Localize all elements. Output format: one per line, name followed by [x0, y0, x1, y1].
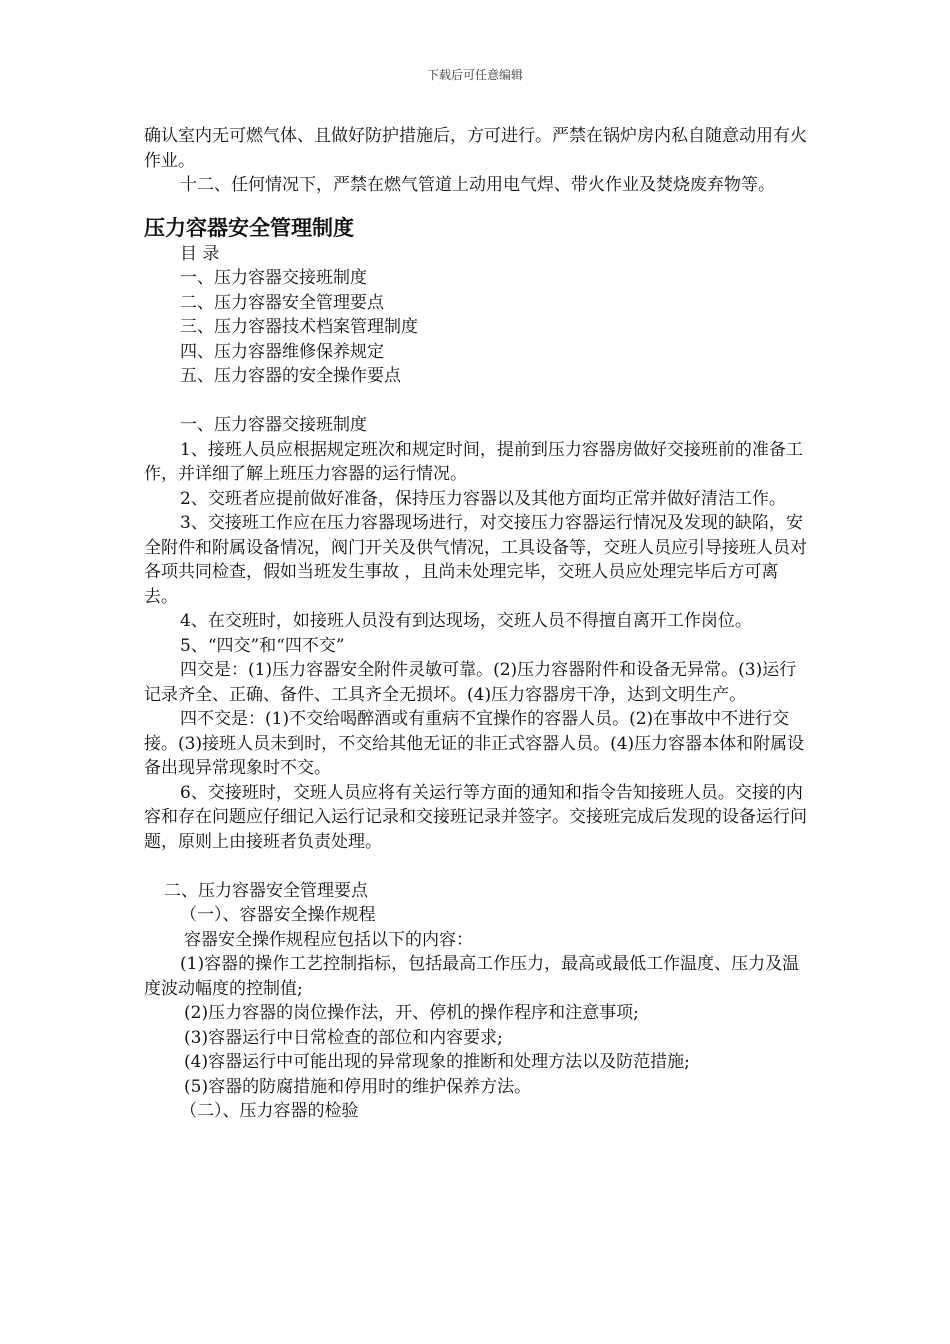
section2-list-item: (4)容器运行中可能出现的异常现象的推断和处理方法以及防范措施; — [184, 1052, 690, 1072]
section1-paragraph: 四不交是：(1)不交给喝醉酒或有重病不宜操作的容器人员。(2)在事故中不进行交接。(3)接班人员未到时，不交给其他无证的非正式容器人员。(4)压力容器本体和附属设备出现异常现象时不交。 — [144, 709, 805, 778]
section2-list-item: (2)压力容器的岗位操作法，开、停机的操作程序和注意事项; — [184, 1003, 639, 1023]
intro-paragraph-1: 确认室内无可燃气体、且做好防护措施后，方可进行。严禁在锅炉房内私自随意动用有火作业。 — [144, 126, 807, 171]
toc-item: 四、压力容器维修保养规定 — [180, 341, 384, 362]
section2-list-item: (5)容器的防腐措施和停用时的维护保养方法。 — [184, 1076, 532, 1097]
section2-heading: 二、压力容器安全管理要点 — [164, 880, 368, 901]
page-header: 下载后可任意编辑 — [426, 68, 523, 82]
section1-paragraph: 6、交接班时，交班人员应将有关运行等方面的通知和指令告知接班人员。交接的内容和存在问题应仔细记入运行记录和交接班记录并签字。交接班完成后发现的设备运行问题，原则上由接班者负责处理。 — [144, 782, 807, 852]
document-title: 压力容器安全管理制度 — [144, 215, 354, 240]
section1-paragraph: 3、交接班工作应在压力容器现场进行，对交接压力容器运行情况及发现的缺陷，安全附件和附属设备情况，阀门开关及供气情况，工具设备等，交班人员应引导接班人员对各项共同检查，假如当班发生事故 ，且尚未处理完毕，交班人员应处理完毕后方可离去。 — [144, 513, 807, 607]
toc-item: 三、压力容器技术档案管理制度 — [180, 317, 418, 337]
section1-paragraph: 1、接班人员应根据规定班次和规定时间，提前到压力容器房做好交接班前的准备工作，并详细了解上班压力容器的运行情况。 — [144, 439, 803, 484]
section2-list-item: (1)容器的操作工艺控制指标，包括最高工作压力，最高或最低工作温度、压力及温度波动幅度的控制值; — [144, 954, 800, 999]
section2-list-item: (3)容器运行中日常检查的部位和内容要求; — [184, 1027, 503, 1048]
section1-paragraph: 2、交班者应提前做好准备，保持压力容器以及其他方面均正常并做好清洁工作。 — [180, 488, 786, 509]
toc-item: 二、压力容器安全管理要点 — [180, 292, 384, 313]
section2-subheading: （二）、压力容器的检验 — [180, 1101, 359, 1121]
section1-paragraph: 四交是：(1)压力容器安全附件灵敏可靠。(2)压力容器附件和设备无异常。(3)运行记录齐全、正确、备件、工具齐全无损坏。(4)压力容器房干净，达到文明生产。 — [144, 660, 797, 705]
toc-item: 五、压力容器的安全操作要点 — [180, 366, 401, 386]
section1-heading: 一、压力容器交接班制度 — [180, 415, 367, 435]
toc-item: 一、压力容器交接班制度 — [180, 268, 367, 288]
intro-paragraph-2: 十二、任何情况下，严禁在燃气管道上动用电气焊、带火作业及焚烧废弃物等。 — [180, 175, 775, 195]
section2-subheading: （一）、容器安全操作规程 — [180, 905, 376, 925]
document-body — [144, 124, 809, 1124]
section1-paragraph: 4、在交班时，如接班人员没有到达现场，交班人员不得擅自离开工作岗位。 — [180, 611, 752, 631]
section1-paragraph: 5、“四交”和“四不交” — [180, 635, 345, 656]
section2-lead: 容器安全操作规程应包括以下的内容： — [184, 929, 473, 950]
toc-label: 目 录 — [180, 243, 220, 264]
